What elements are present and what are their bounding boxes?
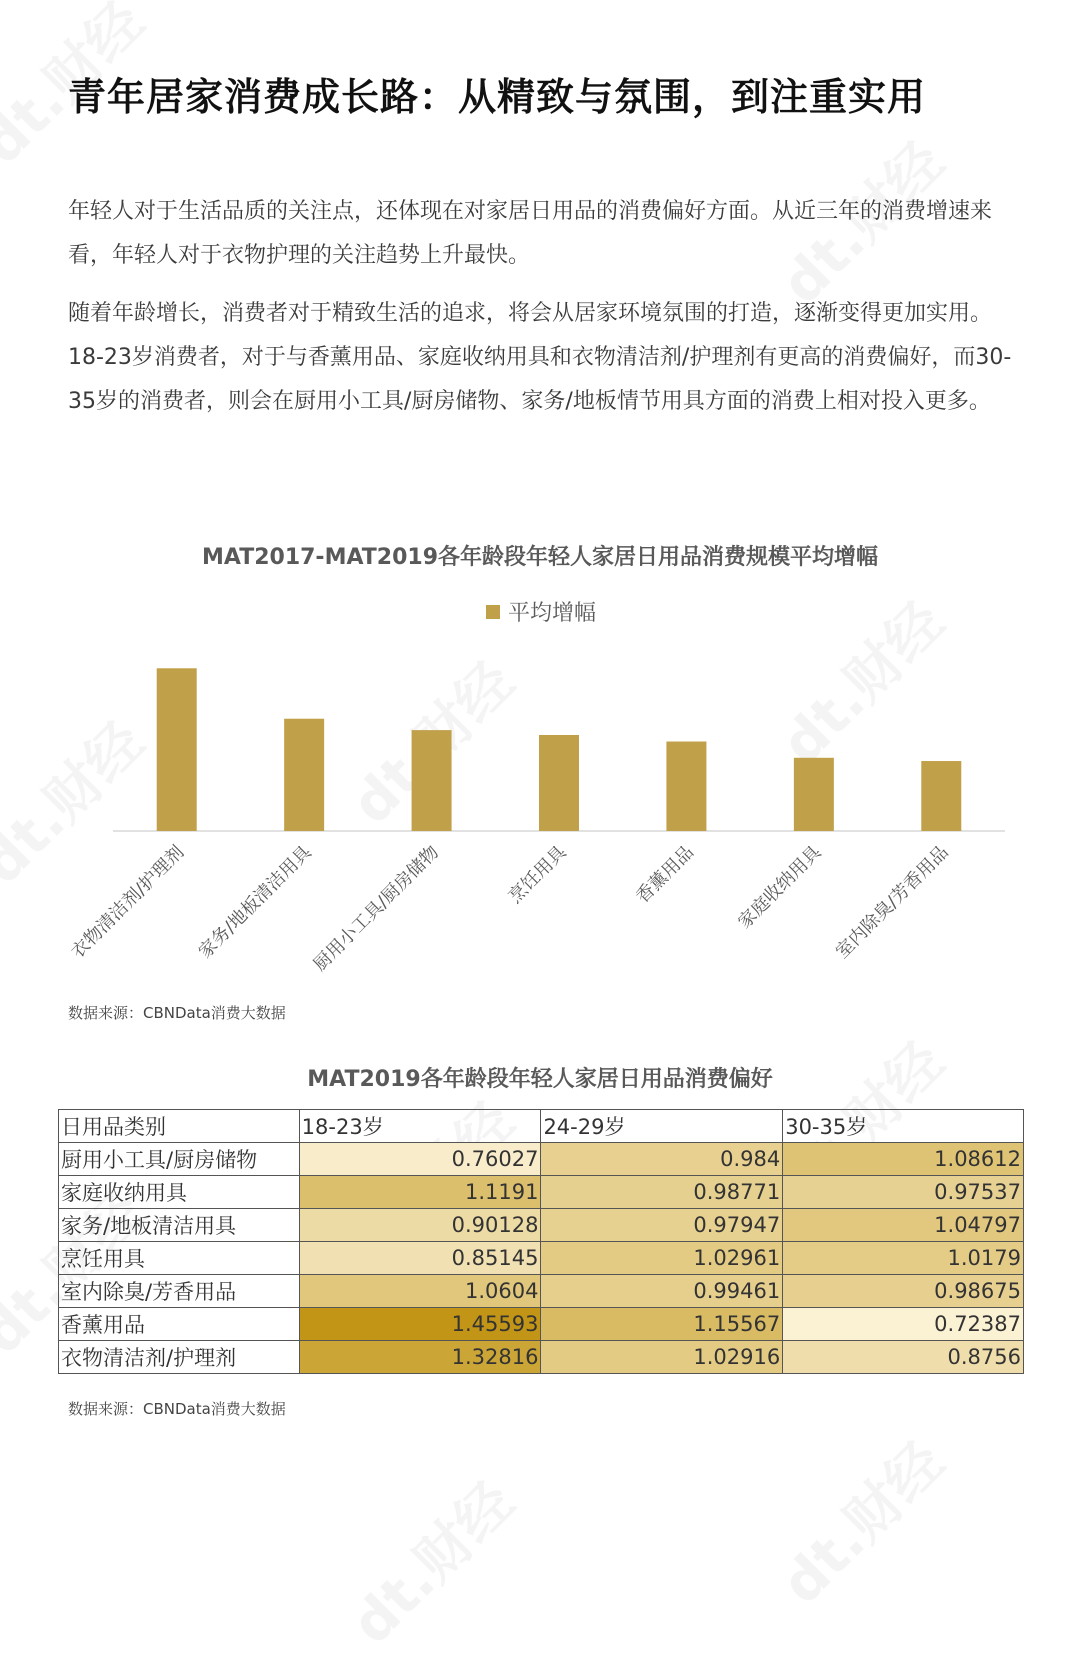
table-cell-value: 0.90128 [299, 1209, 541, 1242]
preference-table [58, 1109, 1024, 1374]
table-cell-category: 衣物清洁剂/护理剂 [59, 1341, 300, 1374]
legend-swatch [486, 605, 500, 619]
table-cell-value: 1.1191 [299, 1176, 541, 1209]
legend-label: 平均增幅 [508, 601, 597, 626]
watermark-text [331, 1461, 529, 1659]
table-cell-value: 1.32816 [299, 1341, 541, 1374]
chart-legend [486, 596, 596, 627]
header-age-30-35: 30-35岁 [783, 1110, 1024, 1143]
x-tick-label: 厨用小工具/厨房储物 [309, 841, 444, 976]
bar-chart [0, 630, 1080, 990]
intro-paragraph: 年轻人对于生活品质的关注点，还体现在对家居日用品的消费偏好方面。从近三年的消费增速来看，年轻人对于衣物护理的关注趋势上升最快。 [68, 199, 993, 268]
table-cell-value: 1.04797 [783, 1209, 1024, 1242]
table-row [59, 1308, 1024, 1341]
table-row [59, 1209, 1024, 1242]
table-cell-value: 0.8756 [783, 1341, 1024, 1374]
table-cell-category: 香薰用品 [59, 1308, 300, 1341]
analysis-paragraph: 随着年龄增长，消费者对于精致生活的追求，将会从居家环境氛围的打造，逐渐变得更加实用。18-23岁消费者，对于与香薰用品、家庭收纳用具和衣物清洁剂/护理剂有更高的消费偏好，而30-35岁的消费者，则会在厨用小工具/厨房储物、家务/地板情节用具方面的消费上相对投入更多。 [68, 301, 1012, 414]
table-row [59, 1176, 1024, 1209]
x-tick-label: 香薰用品 [632, 841, 698, 908]
x-tick-label: 家务/地板清洁用具 [194, 841, 316, 963]
x-tick-label: 家庭收纳用具 [734, 841, 826, 933]
x-tick-label: 烹饪用具 [504, 841, 571, 908]
x-tick-label: 衣物清洁剂/护理剂 [67, 841, 189, 963]
bar [157, 668, 197, 831]
table-row [59, 1242, 1024, 1275]
x-tick-label: 室内除臭/芳香用品 [831, 841, 953, 963]
table-cell-value: 1.08612 [783, 1143, 1024, 1176]
table-cell-value: 0.984 [541, 1143, 783, 1176]
header-age-18-23: 18-23岁 [299, 1110, 541, 1143]
table-cell-category: 烹饪用具 [59, 1242, 300, 1275]
bar [412, 730, 452, 831]
table-cell-value: 0.98675 [783, 1275, 1024, 1308]
table-row [59, 1341, 1024, 1374]
table-cell-value: 0.99461 [541, 1275, 783, 1308]
bar [794, 758, 834, 831]
table-cell-category: 室内除臭/芳香用品 [59, 1275, 300, 1308]
table-cell-value: 0.76027 [299, 1143, 541, 1176]
table-cell-value: 1.45593 [299, 1308, 541, 1341]
table-row [59, 1143, 1024, 1176]
table-cell-value: 1.0179 [783, 1242, 1024, 1275]
chart-source: 数据来源：CBNData消费大数据 [68, 1004, 286, 1022]
table-cell-value: 1.02961 [541, 1242, 783, 1275]
table-cell-value: 0.85145 [299, 1242, 541, 1275]
bar [539, 735, 579, 831]
table-cell-value: 0.72387 [783, 1308, 1024, 1341]
table-title: MAT2019各年龄段年轻人家居日用品消费偏好 [307, 1067, 773, 1092]
bar [666, 742, 706, 832]
bar [921, 761, 961, 831]
chart-title: MAT2017-MAT2019各年龄段年轻人家居日用品消费规模平均增幅 [201, 545, 879, 570]
table-cell-category: 厨用小工具/厨房储物 [59, 1143, 300, 1176]
table-cell-value: 1.0604 [299, 1275, 541, 1308]
table-cell-value: 0.97537 [783, 1176, 1024, 1209]
bar [284, 719, 324, 831]
table-cell-category: 家务/地板清洁用具 [59, 1209, 300, 1242]
header-category: 日用品类别 [59, 1110, 300, 1143]
watermark-text [761, 1421, 959, 1619]
table-cell-category: 家庭收纳用具 [59, 1176, 300, 1209]
page-title: 青年居家消费成长路：从精致与氛围，到注重实用 [68, 75, 927, 119]
table-cell-value: 1.02916 [541, 1341, 783, 1374]
table-header-row [59, 1110, 1024, 1143]
header-age-24-29: 24-29岁 [541, 1110, 783, 1143]
table-cell-value: 1.15567 [541, 1308, 783, 1341]
table-row [59, 1275, 1024, 1308]
table-source: 数据来源：CBNData消费大数据 [68, 1400, 286, 1418]
table-cell-value: 0.97947 [541, 1209, 783, 1242]
table-cell-value: 0.98771 [541, 1176, 783, 1209]
